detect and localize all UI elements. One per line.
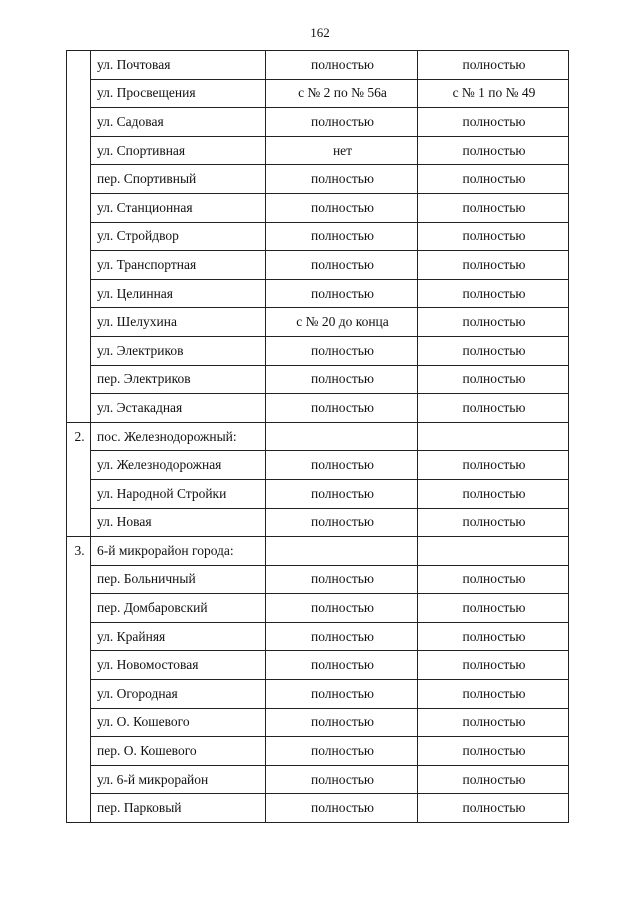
table-row <box>67 394 569 423</box>
table-row <box>67 508 569 537</box>
table-row <box>67 136 569 165</box>
street-name-cell: ул. Крайняя <box>91 622 266 651</box>
table-row <box>67 708 569 737</box>
section-number-cell <box>67 79 91 108</box>
section-number-cell <box>67 108 91 137</box>
odd-side-cell: полностью <box>418 765 569 794</box>
section-number-cell <box>67 51 91 80</box>
odd-side-cell: полностью <box>418 108 569 137</box>
street-name-cell: пер. Парковый <box>91 794 266 823</box>
section-number-cell: 2. <box>67 422 91 451</box>
even-side-cell: полностью <box>266 336 418 365</box>
section-number-cell <box>67 794 91 823</box>
odd-side-cell: с № 1 по № 49 <box>418 79 569 108</box>
section-number-cell <box>67 708 91 737</box>
even-side-cell: полностью <box>266 165 418 194</box>
even-side-cell: полностью <box>266 765 418 794</box>
table-row <box>67 308 569 337</box>
odd-side-cell <box>418 537 569 566</box>
odd-side-cell: полностью <box>418 165 569 194</box>
section-number-cell <box>67 451 91 480</box>
street-name-cell: ул. Целинная <box>91 279 266 308</box>
street-name-cell: ул. Железнодорожная <box>91 451 266 480</box>
odd-side-cell <box>418 422 569 451</box>
odd-side-cell: полностью <box>418 451 569 480</box>
street-name-cell: ул. Народной Стройки <box>91 479 266 508</box>
section-number-cell <box>67 680 91 709</box>
street-name-cell: пер. Домбаровский <box>91 594 266 623</box>
section-number-cell: 3. <box>67 537 91 566</box>
section-number-cell <box>67 651 91 680</box>
table-row <box>67 680 569 709</box>
street-name-cell: ул. Электриков <box>91 336 266 365</box>
table-row <box>67 79 569 108</box>
odd-side-cell: полностью <box>418 622 569 651</box>
odd-side-cell: полностью <box>418 222 569 251</box>
table-row <box>67 193 569 222</box>
even-side-cell: полностью <box>266 279 418 308</box>
section-number-cell <box>67 394 91 423</box>
even-side-cell: полностью <box>266 251 418 280</box>
street-name-cell: ул. Шелухина <box>91 308 266 337</box>
even-side-cell: с № 2 по № 56а <box>266 79 418 108</box>
table-row <box>67 765 569 794</box>
even-side-cell: полностью <box>266 451 418 480</box>
street-name-cell: ул. Новомостовая <box>91 651 266 680</box>
street-name-cell: ул. Стройдвор <box>91 222 266 251</box>
section-number-cell <box>67 737 91 766</box>
table-row <box>67 737 569 766</box>
street-name-cell: ул. О. Кошевого <box>91 708 266 737</box>
table-row <box>67 165 569 194</box>
street-name-cell: ул. Садовая <box>91 108 266 137</box>
street-name-cell: 6-й микрорайон города: <box>91 537 266 566</box>
street-name-cell: ул. Станционная <box>91 193 266 222</box>
section-number-cell <box>67 336 91 365</box>
page-number: 162 <box>310 25 330 40</box>
even-side-cell: полностью <box>266 594 418 623</box>
table-row <box>67 422 569 451</box>
street-name-cell: ул. Новая <box>91 508 266 537</box>
section-number-cell <box>67 765 91 794</box>
street-name-cell: пер. Больничный <box>91 565 266 594</box>
odd-side-cell: полностью <box>418 308 569 337</box>
section-number-cell <box>67 165 91 194</box>
section-number-cell <box>67 251 91 280</box>
table-row <box>67 365 569 394</box>
odd-side-cell: полностью <box>418 680 569 709</box>
even-side-cell: полностью <box>266 108 418 137</box>
even-side-cell <box>266 422 418 451</box>
even-side-cell: нет <box>266 136 418 165</box>
section-number-cell <box>67 222 91 251</box>
table-row <box>67 622 569 651</box>
table-row <box>67 794 569 823</box>
table-row <box>67 479 569 508</box>
street-name-cell: ул. Почтовая <box>91 51 266 80</box>
section-number-cell <box>67 136 91 165</box>
table-row <box>67 336 569 365</box>
street-name-cell: пер. Электриков <box>91 365 266 394</box>
street-name-cell: пер. Спортивный <box>91 165 266 194</box>
even-side-cell: с № 20 до конца <box>266 308 418 337</box>
section-number-cell <box>67 594 91 623</box>
street-name-cell: ул. Спортивная <box>91 136 266 165</box>
odd-side-cell: полностью <box>418 251 569 280</box>
even-side-cell: полностью <box>266 737 418 766</box>
even-side-cell: полностью <box>266 508 418 537</box>
even-side-cell: полностью <box>266 680 418 709</box>
section-number-cell <box>67 565 91 594</box>
even-side-cell: полностью <box>266 51 418 80</box>
odd-side-cell: полностью <box>418 193 569 222</box>
table-row <box>67 51 569 80</box>
section-number-cell <box>67 479 91 508</box>
odd-side-cell: полностью <box>418 136 569 165</box>
section-number-cell <box>67 365 91 394</box>
section-number-cell <box>67 508 91 537</box>
odd-side-cell: полностью <box>418 479 569 508</box>
even-side-cell: полностью <box>266 394 418 423</box>
street-name-cell: ул. Просвещения <box>91 79 266 108</box>
even-side-cell: полностью <box>266 651 418 680</box>
table-row <box>67 537 569 566</box>
table-row <box>67 251 569 280</box>
odd-side-cell: полностью <box>418 365 569 394</box>
section-number-cell <box>67 279 91 308</box>
even-side-cell: полностью <box>266 193 418 222</box>
table-row <box>67 594 569 623</box>
odd-side-cell: полностью <box>418 279 569 308</box>
odd-side-cell: полностью <box>418 336 569 365</box>
even-side-cell: полностью <box>266 794 418 823</box>
address-table <box>66 50 569 823</box>
even-side-cell: полностью <box>266 622 418 651</box>
even-side-cell <box>266 537 418 566</box>
table-row <box>67 279 569 308</box>
table-row <box>67 565 569 594</box>
even-side-cell: полностью <box>266 565 418 594</box>
address-table-body <box>67 51 569 823</box>
table-row <box>67 108 569 137</box>
odd-side-cell: полностью <box>418 651 569 680</box>
section-number-cell <box>67 308 91 337</box>
table-row <box>67 451 569 480</box>
street-name-cell: ул. Эстакадная <box>91 394 266 423</box>
street-name-cell: ул. Огородная <box>91 680 266 709</box>
odd-side-cell: полностью <box>418 565 569 594</box>
street-name-cell: ул. 6-й микрорайон <box>91 765 266 794</box>
odd-side-cell: полностью <box>418 708 569 737</box>
table-row <box>67 222 569 251</box>
section-number-cell <box>67 193 91 222</box>
street-name-cell: пер. О. Кошевого <box>91 737 266 766</box>
section-number-cell <box>67 622 91 651</box>
odd-side-cell: полностью <box>418 508 569 537</box>
odd-side-cell: полностью <box>418 594 569 623</box>
odd-side-cell: полностью <box>418 51 569 80</box>
street-name-cell: ул. Транспортная <box>91 251 266 280</box>
even-side-cell: полностью <box>266 479 418 508</box>
odd-side-cell: полностью <box>418 794 569 823</box>
street-name-cell: пос. Железнодорожный: <box>91 422 266 451</box>
table-row <box>67 651 569 680</box>
even-side-cell: полностью <box>266 365 418 394</box>
odd-side-cell: полностью <box>418 394 569 423</box>
even-side-cell: полностью <box>266 222 418 251</box>
odd-side-cell: полностью <box>418 737 569 766</box>
even-side-cell: полностью <box>266 708 418 737</box>
